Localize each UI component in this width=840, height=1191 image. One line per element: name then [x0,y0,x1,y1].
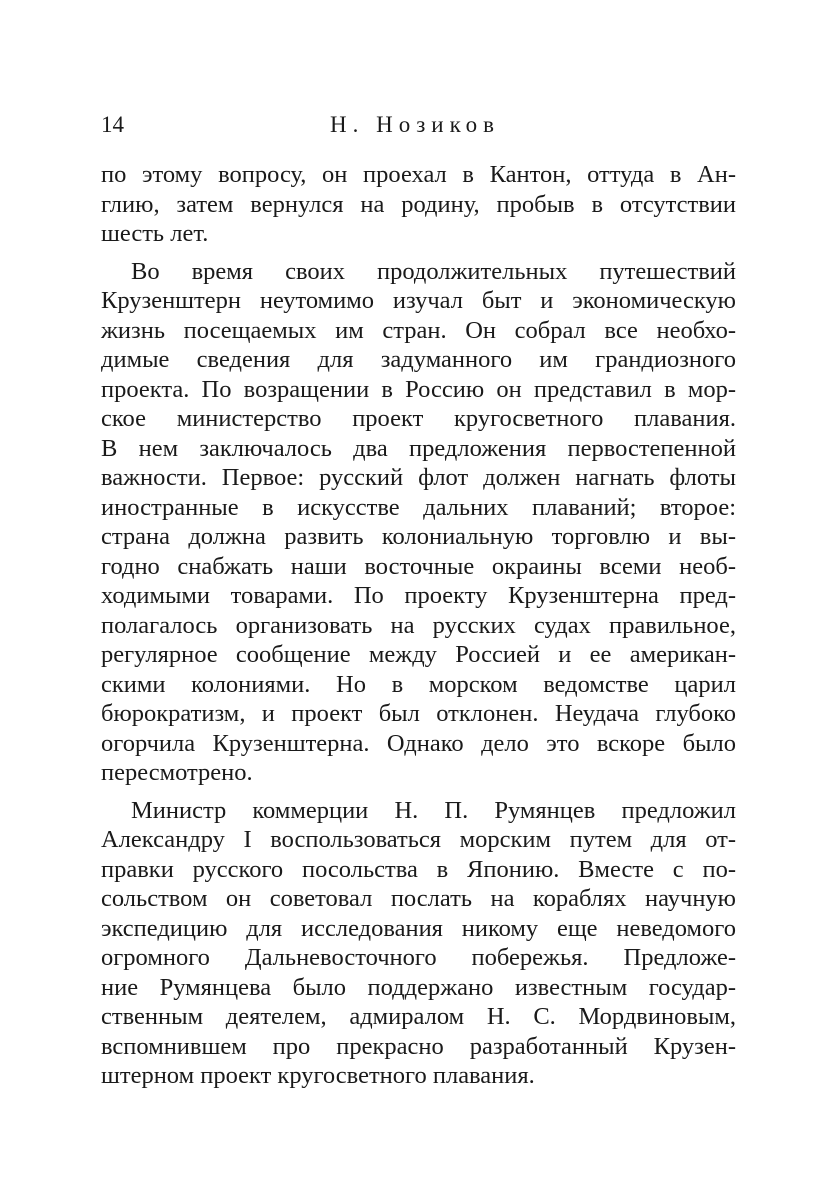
text-line: важности. Первое: русский флот должен нагнать флоты [101,464,736,491]
text-line: огорчила Крузенштерна. Однако дело это вскоре было [101,729,736,757]
text-line: вспомнившем про прекрасно разработанный Крузен- [101,1032,736,1060]
text-line: огромного Дальневосточного побережья. Предложе- [101,944,736,971]
text-line: ние Румянцева было поддержано известным государ- [101,973,736,1001]
text-line: Крузенштерн неутомимо изучал быт и экономическую [101,287,736,314]
text-line: Министр коммерции Н. П. Румянцев предложил [131,796,736,824]
body-text [101,160,736,1091]
text-line: ское министерство проект кругосветного плавания. [101,405,736,432]
text-line: иностранные в искусстве дальних плаваний; второе: [101,493,736,521]
paragraph [101,160,736,249]
text-line: штерном проект кругосветного плавания. [101,1062,535,1089]
text-line: Александру I воспользоваться морским путем для от- [101,826,736,853]
text-line: шесть лет. [101,220,209,247]
text-line: глию, затем вернулся на родину, пробыв в отсутствии [101,190,736,218]
text-line: жизнь посещаемых им стран. Он собрал все необхо- [101,316,736,344]
paragraph [101,257,736,788]
text-line: скими колониями. Но в морском ведомстве царил [101,670,736,698]
page-number: 14 [101,112,124,137]
text-line: по этому вопросу, он проехал в Кантон, оттуда в Ан- [101,161,736,188]
text-line: правки русского посольства в Японию. Вместе с по- [101,855,736,883]
paragraph [101,796,736,1091]
text-line: ственным деятелем, адмиралом Н. С. Мордвиновым, [101,1003,736,1030]
text-line: Во время своих продолжительных путешествий [131,257,736,285]
text-line: димые сведения для задуманного им грандиозного [101,346,736,373]
text-line: проекта. По возращении в Россию он представил в мор- [101,375,736,403]
running-title: Н. Нозиков [330,112,500,137]
text-line: регулярное сообщение между Россией и ее американ- [101,641,736,668]
text-line: сольством он советовал послать на кораблях научную [101,885,736,912]
text-line: В нем заключалось два предложения первостепенной [101,434,736,462]
text-line: годно снабжать наши восточные окраины всеми необ- [101,552,736,580]
text-line: экспедицию для исследования никому еще неведомого [101,914,736,942]
text-line: полагалось организовать на русских судах правильное, [101,611,736,639]
text-line: страна должна развить колониальную торговлю и вы- [101,523,736,550]
text-line: ходимыми товарами. По проекту Крузенштерна пред- [101,582,736,609]
text-line: бюрократизм, и проект был отклонен. Неудача глубоко [101,700,736,727]
text-line: пересмотрено. [101,759,253,786]
